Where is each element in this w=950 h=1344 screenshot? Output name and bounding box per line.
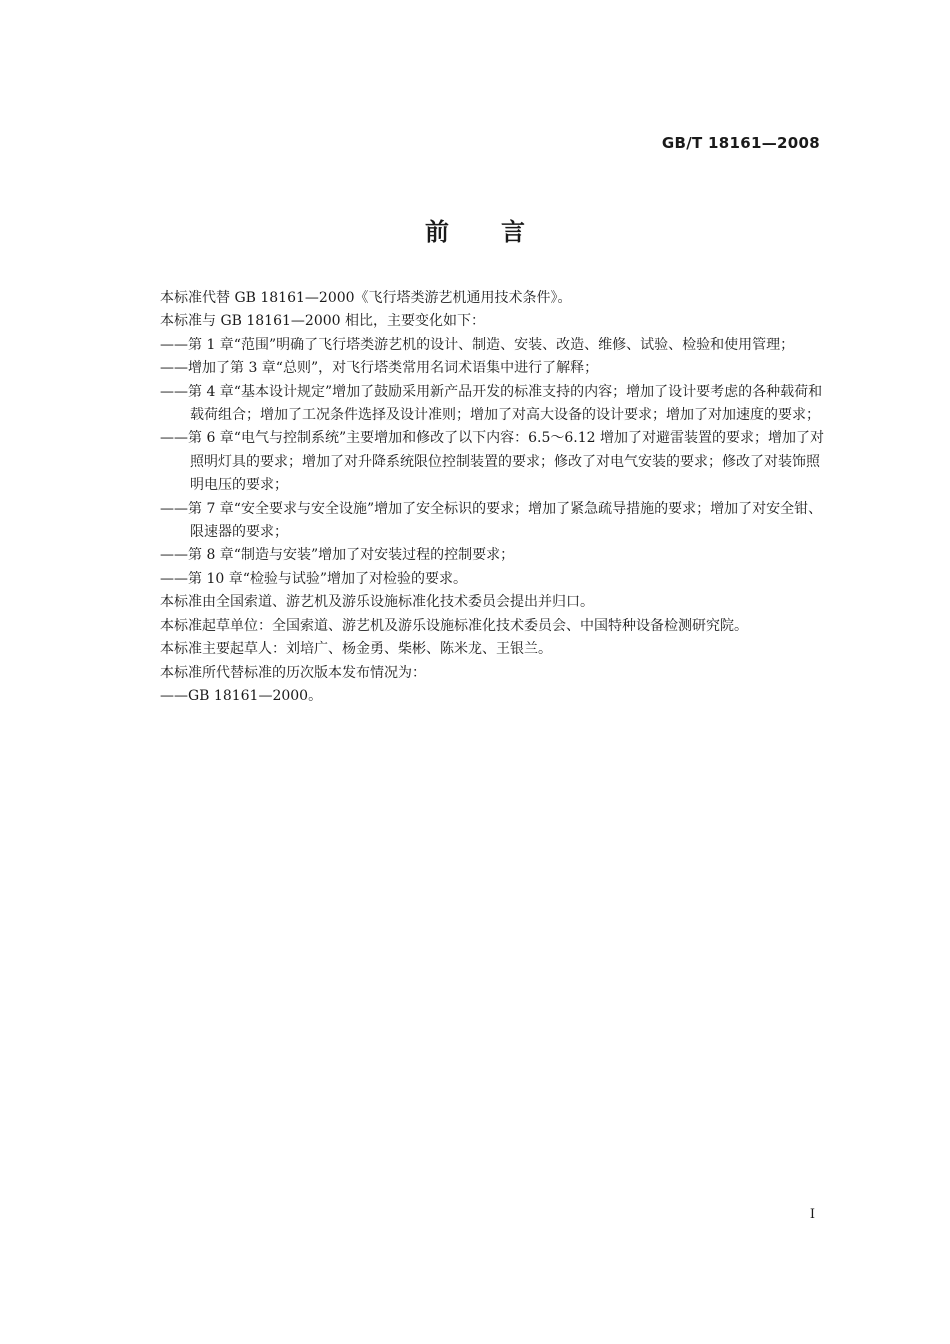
paragraph-replaces: 本标准代替 GB 18161—2000《飞行塔类游艺机通用技术条件》。 bbox=[160, 290, 572, 306]
change-item: ——第 7 章“安全要求与安全设施”增加了安全标识的要求；增加了紧急疏导措施的要求；增加了对安全钳、限速器的要求； bbox=[160, 500, 823, 541]
paragraph-changes-intro: 本标准与 GB 18161—2000 相比，主要变化如下： bbox=[160, 313, 485, 330]
history-item: ——GB 18161—2000。 bbox=[160, 687, 323, 704]
paragraph-proposed-by: 本标准由全国索道、游艺机及游乐设施标准化技术委员会提出并归口。 bbox=[160, 594, 594, 611]
document-body bbox=[160, 287, 826, 708]
page-number: I bbox=[809, 1207, 815, 1222]
change-item: ——增加了第 3 章“总则”，对飞行塔类常用名词术语集中进行了解释； bbox=[160, 360, 599, 377]
change-item: ——第 8 章“制造与安装”增加了对安装过程的控制要求； bbox=[160, 547, 515, 564]
change-item: ——第 10 章“检验与试验”增加了对检验的要求。 bbox=[160, 570, 468, 587]
standard-code: GB/T 18161—2008 bbox=[661, 134, 820, 152]
page-title: 前言 bbox=[425, 218, 577, 246]
paragraph-drafting-units: 本标准起草单位：全国索道、游艺机及游乐设施标准化技术委员会、中国特种设备检测研究院。 bbox=[160, 617, 748, 634]
change-item: ——第 6 章“电气与控制系统”主要增加和修改了以下内容：6.5～6.12 增加了对避雷装置的要求；增加了对照明灯具的要求；增加了对升降系统限位控制装置的要求；修改了对电气安装的要求；修改了对装饰照明电压的要求； bbox=[160, 430, 825, 494]
change-item: ——第 4 章“基本设计规定”增加了鼓励采用新产品开发的标准支持的内容；增加了设计要考虑的各种载荷和载荷组合；增加了工况条件选择及设计准则；增加了对高大设备的设计要求；增加了对加速度的要求； bbox=[160, 383, 823, 424]
paragraph-history-intro: 本标准所代替标准的历次版本发布情况为： bbox=[160, 664, 426, 681]
change-item: ——第 1 章“范围”明确了飞行塔类游艺机的设计、制造、安装、改造、维修、试验、检验和使用管理； bbox=[160, 336, 795, 353]
paragraph-drafters: 本标准主要起草人：刘培广、杨金勇、柴彬、陈米龙、王银兰。 bbox=[160, 641, 552, 658]
